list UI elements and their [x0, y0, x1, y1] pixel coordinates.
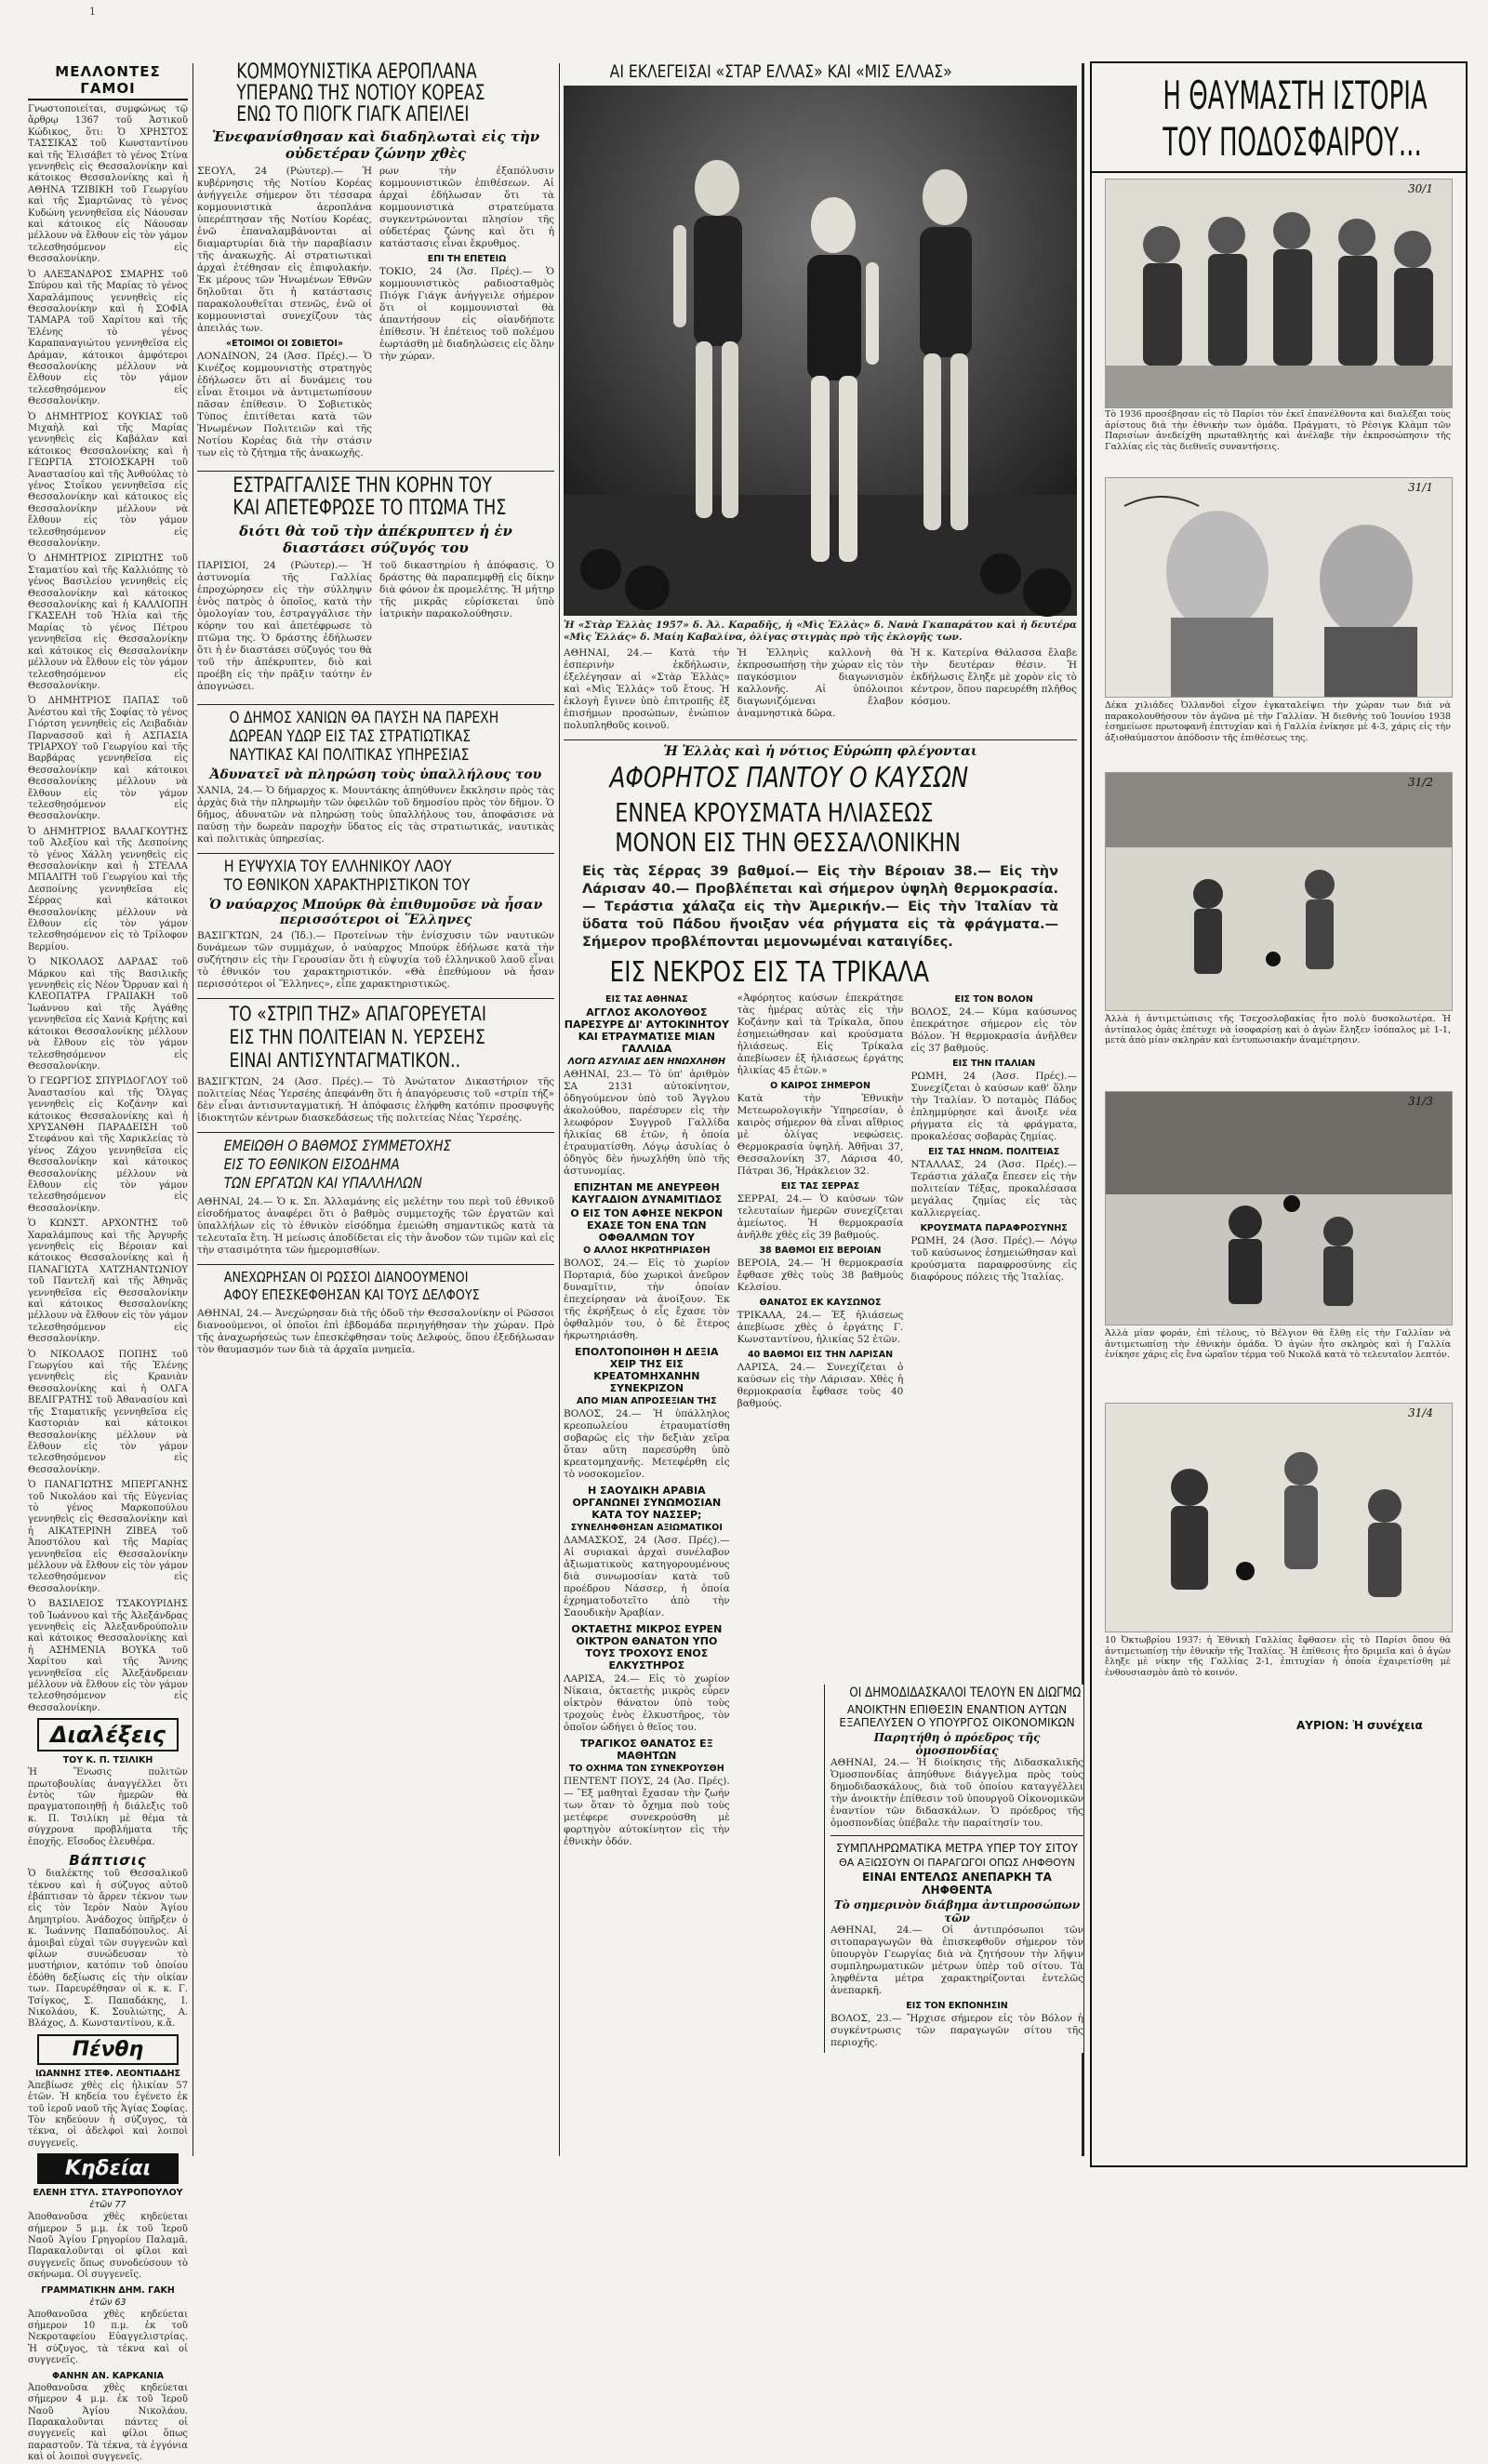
section-label: ΕΙΣ ΤΗΝ ΙΤΑΛΙΑΝ	[952, 1059, 1036, 1069]
comic-panel-drawing	[1106, 1404, 1452, 1632]
funeral-text: Ἀποθανοῦσα χθὲς κηδεύεται σήμερον 10 π.μ. ἐκ τοῦ Νεκροταφείου Εὐαγγελιστρίας. Ἡ σύζυγος, τὰ τέκνα καὶ οἱ συγγενεῖς.	[28, 2309, 188, 2366]
announcement-paragraph: Ὁ ΒΑΣΙΛΕΙΟΣ ΤΣΑΚΟΥΡΙΔΗΣ τοῦ Ἰωάννου καὶ τῆς Ἀλεξάνδρας γεννηθεὶς εἰς Ἀλεξανδρούπολιν καὶ κάτοικος Θεσσαλονίκης καὶ ἡ ΑΣΗΜΕΝΙΑ ΒΟΥΚΑ τοῦ Χαρίτου καὶ τῆς Ἄννης γεννηθεῖσα εἰς Ἀλεξάνδρειαν μέλλουν νὰ ἔλθουν εἰς τὸν γάμον τελεσθησόμενον εἰς Θεσσαλονίκην.	[28, 1599, 188, 1713]
panel-number: 30/1	[1408, 182, 1433, 195]
comic-panel	[1105, 1403, 1453, 1632]
comic-panel-drawing	[1106, 180, 1452, 407]
article-text: ΠΕΝΤΕΝΤ ΠΟΥΣ, 24 (Ἀσ. Πρές).— Ἓξ μαθηταὶ ἔχασαν τὴν ζωήν των ὅταν τὸ ὄχημα ποὺ τοὺς μετέφερε συνεκρούσθη μὲ φορτηγὸν αὐτοκίνητον εἰς τὴν ἐθνικὴν ὁδόν.	[564, 1776, 730, 1847]
article-text: ΛΟΝΔΙΝΟΝ, 24 (Ἀσσ. Πρές).— Ὁ Κινέζος κομμουνιστὴς στρατηγὸς ἐδήλωσεν ὅτι αἱ δυνάμεις του εἶναι ἕτοιμοι νὰ ἀντιμετωπίσουν πᾶσαν ἐπίθεσιν. Ὁ Σοβιετικὸς Τύπος ἐπιτίθεται κατὰ τῶν Ἡνωμένων Πολιτειῶν καὶ τῆς Νοτίου Κορέας διὰ τὴν στάσιν των εἰς τὸ ζήτημα τῆς ἀνακωχῆς.	[197, 351, 372, 459]
article-subhead: Ο ΑΛΛΟΣ ΗΚΡΩΤΗΡΙΑΣΘΗ	[583, 1245, 711, 1256]
article-text: ΠΑΡΙΣΙΟΙ, 24 (Ρώυτερ).— Ἡ ἀστυνομία τῆς Γαλλίας ἐπροχώρησεν εἰς τὴν σύλληψιν ἑνὸς πατρὸς ὁ ὁποῖος, κατὰ τὴν ὁμολογίαν του, ἐστραγγάλισε τὴν κόρην του καὶ ἀπετέφρωσε τὸ πτῶμα της. Ὁ δράστης ἐδήλωσεν ὅτι ἡ ἐν διαστάσει σύζυγός του θὰ τοῦ τὴν ἀπέκρυπτεν, διὸ καὶ προέβη εἰς τὴν πρᾶξιν ταύτην ἐν ἀπογνώσει.	[197, 560, 372, 692]
section-label: 40 ΒΑΘΜΟΙ ΕΙΣ ΤΗΝ ΛΑΡΙΣΑΝ	[747, 1350, 894, 1360]
football-title: Η ΘΑΥΜΑΣΤΗ ΙΣΤΟΡΙΑ ΤΟΥ ΠΟΔΟΣΦΑΙΡΟΥ...	[1162, 73, 1428, 165]
article-text: «Ἀφόρητος καύσων ἐπεκράτησε τὰς ἡμέρας αὐτὰς εἰς τὴν Κοζάνην καὶ τὰ Τρίκαλα, ὅπου ἐσημειώθησαν καὶ κρούσματα ἡλιάσεως. Εἰς Τρίκαλα ἀπεβίωσεν ἐξ ἡλιάσεως ἐργάτης ἡλικίας 45 ἐτῶν.»	[737, 992, 904, 1076]
column-announcements	[28, 63, 188, 2463]
comic-panel-drawing	[1106, 773, 1452, 1010]
headline-teachers: ΟΙ ΔΗΜΟΔΙΔΑΣΚΑΛΟΙ ΤΕΛΟΥΝ ΕΝ ΔΙΩΓΜΩ	[849, 1685, 1082, 1700]
funeral-name: ΓΡΑΜΜΑΤΙΚΗΝ ΔΗΜ. ΓΑΚΗ	[41, 2284, 175, 2296]
article-text: ρων τὴν ἐξαπόλυσιν κομμουνιστικῶν ἐπιθέσεων. Αἱ ἀρχαὶ ἐδήλωσαν ὅτι τὰ κομμουνιστικὰ στρατεύματα συγκεντρώνονται πλησίον τῆς οὐδετέρας ζώνης καὶ ὅτι ἡ κατάστασις εἶναι ἔκρυθμος.	[379, 166, 554, 249]
comic-panel	[1105, 477, 1453, 698]
announcement-paragraph: Γνωστοποιείται, συμφώνως τῷ ἄρθρῳ 1367 τοῦ Ἀστικοῦ Κώδικος, ὅτι: Ὁ ΧΡΗΣΤΟΣ ΤΑΣΣΙΚΑΣ τοῦ Κωνσταντίνου καὶ τῆς Ἐλισάβετ τὸ γένος Στίνα γεννηθεὶς εἰς Θεσσαλονίκην καὶ κάτοικος Θεσσαλονίκης καὶ ἡ ΑΘΗΝΑ ΤΖΙΒΙΚΗ τοῦ Γεωργίου καὶ τῆς Σμαρτῶνας τὸ γένος Κυδώνη γεννηθεῖσα εἰς Νάουσαν καὶ κάτοικος εἰς Νάουσαν μέλλουν νὰ ἔλθουν εἰς τὸν γάμον τελεσθησόμενον εἰς Θεσσαλονίκην.	[28, 104, 188, 265]
mourning-name: ΙΩΑΝΝΗΣ ΣΤΕΦ. ΛΕΟΝΤΙΑΔΗΣ	[34, 2068, 181, 2079]
article-subhead: ΕΠΙ ΤΗ ΕΠΕΤΕΙΩ	[427, 254, 507, 264]
section-label: ΘΑΝΑΤΟΣ ΕΚ ΚΑΥΣΩΝΟΣ	[759, 1298, 882, 1308]
article-text: ΑΘΗΝΑΙ, 24.— Κατὰ τὴν ἐσπερινὴν ἐκδήλωσιν, ἐξελέγησαν αἱ «Στὰρ Ἑλλὰς» καὶ «Μὶς Ἑλλάς» τοῦ ἔτους. Ἡ ἐκλογὴ ἔγινεν ὑπὸ ἐπιτροπῆς ἐξ ἐπισήμων προσώπων, ἐνώπιον πολυπληθοῦς κοινοῦ.	[564, 647, 730, 731]
article-text: ΛΑΡΙΣΑ, 24.— Εἰς τὸ χωρίον Νίκαια, ὀκταετὴς μικρὸς εὗρεν οἰκτρὸν θάνατον ὑπὸ τοὺς τροχοὺς ἑνὸς ἐλκυστῆρος, τὸν ὁποῖον ὡδήγει ὁ θεῖος του.	[564, 1673, 730, 1733]
lectures-text: Ἡ Ἕνωσις πολιτῶν πρωτοβουλίας ἀναγγέλλει ὅτι ἐντὸς τῶν ἡμερῶν θὰ πραγματοποιηθῇ ἡ διάλεξις τοῦ κ. Π. Τσιλίκη μὲ θέμα τὰ σύγχρονα προβλήματα τῆς ἐποχῆς. Εἴσοδος ἐλευθέρα.	[28, 1767, 188, 1847]
column-news-middle	[564, 61, 1083, 2164]
section-title-funerals: Κηδείαι	[37, 2153, 179, 2184]
headline-grain-2: ΘΑ ΑΞΙΩΣΟΥΝ ΟΙ ΠΑΡΑΓΩΓΟΙ ΟΠΩΣ ΛΗΦΘΟΥΝ	[839, 1857, 1075, 1869]
announcement-paragraph: Ὁ ΔΗΜΗΤΡΙΟΣ ΚΟΥΚΙΑΣ τοῦ Μιχαὴλ καὶ τῆς Μαρίας γεννηθεὶς εἰς Καβάλαν καὶ κάτοικος Θεσσαλονίκης καὶ ἡ ΓΕΩΡΓΙΑ ΣΤΟΙΟΣΚΑΡΗ τοῦ Ἀναστασίου καὶ τῆς Ἀνθούλας τὸ γένος Στοΐκου γεννηθεῖσα εἰς Θεσσαλονίκην καὶ κάτοικος εἰς Θεσσαλονίκην μέλλουν νὰ ἔλθουν εἰς τὸν γάμον τελεσθησόμενον εἰς Θεσσαλονίκην.	[28, 411, 188, 550]
article-subhead: Τὸ σημερινὸν διάβημα ἀντιπροσώπων τῶν	[833, 1898, 1081, 1925]
headline-heatwave: ΑΦΟΡΗΤΟΣ ΠΑΝΤΟΥ Ο ΚΑΥΣΩΝ	[609, 762, 969, 794]
article-text: ΒΟΛΟΣ, 24.— Εἰς τὸ χωρίον Πορταριά, δύο χωρικοὶ ἀνεῦρον δυναμῖτιν, τὴν ὁποίαν ἐπεχείρησαν νὰ ἀνοίξουν. Ἐκ τῆς ἐκρήξεως ὁ εἷς ἔχασε τὸν ὀφθαλμόν του, ὁ δὲ ἕτερος ἠκρωτηριάσθη.	[564, 1258, 730, 1341]
pageant-photo-image	[564, 86, 1077, 616]
article-subhead: ΑΠΟ ΜΙΑΝ ΑΠΡΟΣΕΞΙΑΝ ΤΗΣ	[576, 1396, 717, 1406]
article-subhead: «ΕΤΟΙΜΟΙ ΟΙ ΣΟΒΙΕΤΟΙ»	[225, 339, 344, 349]
heatwave-kicker: Ἡ Ἑλλὰς καὶ ἡ νότιος Εὐρώπη φλέγονται	[663, 744, 977, 759]
headline-trikala: ΕΙΣ ΝΕΚΡΟΣ ΕΙΣ ΤΑ ΤΡΙΚΑΛΑ	[609, 956, 930, 989]
subheadline-strangled: διότι θὰ τοῦ τὴν ἀπέκρυπτεν ἡ ἐν διαστάσει σύζυγός του	[239, 523, 512, 556]
funeral-name: ΦΑΝΗΝ ΑΝ. ΚΑΡΚΑΝΙΑ	[51, 2370, 165, 2381]
article-text: ΑΘΗΝΑΙ, 24.— Ἀνεχώρησαν διὰ τῆς ὁδοῦ τὴν Θεσσαλονίκην οἱ Ρῶσσοι διανοούμενοι, οἱ ὁποῖοι ἐπὶ ἑβδομάδα περιηγήθησαν τὴν χώραν. Πρὸ τῆς ἀναχωρήσεώς των ἐπεσκέφθησαν τοὺς Δελφούς, ὅπου ἐξεδήλωσαν τὸν θαυμασμόν των διὰ τὰ ἀρχαῖα μνημεῖα.	[197, 1308, 554, 1355]
panel-caption: 10 Ὀκτωβρίου 1937: ἡ Ἐθνικὴ Γαλλίας ἔφθασεν εἰς τὸ Παρίσι ὅπου θὰ ἀντιμετωπίσῃ τὴν ἐθνικὴν τῆς Ἰταλίας. Ἡ ἐπίθεσις ἦτο δριμεῖα καὶ ὁ ἀγὼν ἔληξε μὲ νίκην τῆς Γαλλίας 2-1, ἐπιτυχίαν ἡ ὁποία ἐχαιρετίσθη μὲ ἐνθουσιασμὸν ἀπὸ τὸ κοινόν.	[1105, 1635, 1451, 1678]
baptism-title: Βάπτισις	[69, 1852, 147, 1870]
article-text: ΤΟΚΙΟ, 24 (Ἀσ. Πρές).— Ὁ κομμουνιστικὸς ραδιοσταθμὸς Πιόγκ Γιάγκ ἀνήγγειλε σήμερον ὅτι οἱ κομμουνισταὶ θὰ ἀπαντήσουν εἰς οἱανδήποτε ἐπίθεσιν. Ἡ ἐπέτειος τοῦ πολέμου ἐωρτάσθη μὲ διαδηλώσεις εἰς ὅλην τὴν χώραν.	[379, 266, 554, 362]
section-title-mourning: Πένθη	[37, 2034, 179, 2065]
announcement-paragraph: Ὁ ΠΑΝΑΓΙΩΤΗΣ ΜΠΕΡΓΑΝΗΣ τοῦ Νικολάου καὶ τῆς Εὐγενίας τὸ γένος Μαρκοπούλου γεννηθεὶς εἰς Θεσσαλονίκην καὶ ἡ ΑΙΚΑΤΕΡΙΝΗ ΖΙΒΕΑ τοῦ Ἀποστόλου καὶ τῆς Μαρίας γεννηθεῖσα εἰς Θεσσαλονίκην μέλλουν νὰ ἔλθουν εἰς τὸν γάμον τελεσθησόμενον εἰς Θεσσαλονίκην.	[28, 1480, 188, 1594]
headline-strangled: ΕΣΤΡΑΓΓΑΛΙΣΕ ΤΗΝ ΚΟΡΗΝ ΤΟΥ ΚΑΙ ΑΠΕΤΕΦΡΩΣΕ ΤΟ ΠΤΩΜΑ ΤΗΣ	[232, 474, 507, 520]
subheadline-greek-bravery: Ὁ ναύαρχος Μπούρκ θὰ ἐπιθυμοῦσε νὰ ἦσαν περισσότεροι οἱ Ἕλληνες	[208, 898, 543, 927]
article-headline: ΤΡΑΓΙΚΟΣ ΘΑΝΑΤΟΣ ΕΞ ΜΑΘΗΤΩΝ	[580, 1738, 713, 1762]
comic-panel-drawing	[1106, 478, 1452, 697]
article-subhead: ΣΥΝΕΛΗΦΘΗΣΑΝ ΑΞΙΩΜΑΤΙΚΟΙ	[570, 1523, 723, 1533]
continued-tomorrow: ΑΥΡΙΟΝ: Ἡ συνέχεια	[1296, 1719, 1423, 1732]
article-text: ΡΩΜΗ, 24 (Ἀσσ. Πρές).— Συνεχίζεται ὁ καύσων καθ' ὅλην τὴν Ἰταλίαν. Ὁ ποταμὸς Πάδος ἐπλημμύρησε καὶ ἄνοιξε νέα ρήγματα εἰς τὰ φράγματα, προκαλέσας σοβαρὰς ζημίας.	[910, 1071, 1078, 1142]
headline-striptease: ΤΟ «ΣΤΡΙΠ ΤΗΖ» ΑΠΑΓΟΡΕΥΕΤΑΙ ΕΙΣ ΤΗΝ ΠΟΛΙΤΕΙΑΝ Ν. ΥΕΡΣΕΗΣ ΕΙΝΑΙ ΑΝΤΙΣΥΝΤΑΓΜΑΤΙΚΟΝ..	[229, 1003, 486, 1072]
article-text: ΒΟΛΟΣ, 23.— Ἤρχισε σήμερον εἰς τὸν Βόλον ἡ συγκέντρωσις τῶν παραγωγῶν σίτου τῆς περιοχῆς.	[830, 2013, 1083, 2048]
article-text: τοῦ δικαστηρίου ἡ ἀπόφασις. Ὁ δράστης θὰ παραπεμφθῇ εἰς δίκην διὰ φόνον ἐκ προμελέτης. Ἡ μήτηρ τῆς μικρᾶς εὑρίσκεται ὑπὸ ἰατρικὴν παρακολούθησιν.	[379, 560, 554, 619]
pageant-photo-caption: Ἡ «Στὰρ Ἑλλὰς 1957» δ. Ἀλ. Καραδῆς, ἡ «Μὶς Ἑλλὰς» δ. Νανὰ Γκαπαράτου καὶ ἡ δευτέρα «Μὶς Ἑλλάς» δ. Μαίη Καβαλίνα, ὀλίγας στιγμὰς πρὸ τῆς ἐκλογῆς των.	[564, 619, 1077, 643]
article-text: ΒΕΡΟΙΑ, 24.— Ἡ θερμοκρασία ἔφθασε χθὲς τοὺς 38 βαθμοὺς Κελσίου.	[737, 1258, 904, 1293]
headline-greek-bravery: Η ΕΥΨΥΧΙΑ ΤΟΥ ΕΛΛΗΝΙΚΟΥ ΛΑΟΥ ΤΟ ΕΘΝΙΚΟΝ ΧΑΡΑΚΤΗΡΙΣΤΙΚΟΝ ΤΟΥ	[223, 858, 471, 895]
announcement-paragraph: Ὁ ΔΗΜΗΤΡΙΟΣ ΖΙΡΙΩΤΗΣ τοῦ Σταματίου καὶ τῆς Καλλιόπης τὸ γένος Βασιλείου γεννηθεὶς εἰς Θεσσαλονίκην καὶ κάτοικος Θεσσαλονίκης καὶ ἡ ΚΑΛΛΙΟΠΗ ΓΚΑΣΕΛΗ τοῦ Ἠλία καὶ τῆς Μαρίας τὸ γένος Πέτρου γεννηθεῖσα εἰς Θεσσαλονίκην καὶ κάτοικος εἰς Θεσσαλονίκην μέλλουν νὰ ἔλθουν εἰς τὸν γάμον τελεσθησόμενον εἰς Θεσσαλονίκην.	[28, 553, 188, 691]
article-text: ΧΑΝΙΑ, 24.— Ὁ δήμαρχος κ. Μουντάκης ἀπηύθυνεν ἔκκλησιν πρὸς τὰς ἀρχὰς διὰ τὴν πληρωμὴν τῶν ὀφειλῶν τοῦ δημοσίου πρὸς τὸν δῆμον. Ὁ δῆμος, ἀδυνατῶν νὰ πληρώσῃ τοὺς ὑπαλλήλους του, ἀποφάσισε νὰ παύσῃ τὴν δωρεὰν παροχὴν ὕδατος εἰς τὰς στρατιωτικάς, ναυτικὰς καὶ πολιτικὰς ὑπηρεσίας.	[197, 785, 554, 845]
headline-national-income: ΕΜΕΙΩΘΗ Ο ΒΑΘΜΟΣ ΣΥΜΜΕΤΟΧΗΣ ΕΙΣ ΤΟ ΕΘΝΙΚΟΝ ΕΙΣΟΔΗΜΑ ΤΩΝ ΕΡΓΑΤΩΝ ΚΑΙ ΥΠΑΛΛΗΛΩΝ	[223, 1137, 452, 1192]
section-label: ΕΙΣ ΤΑΣ ΗΝΩΜ. ΠΟΛΙΤΕΙΑΣ	[928, 1147, 1060, 1157]
headline-grain-3: ΕΙΝΑΙ ΕΝΤΕΛΩΣ ΑΝΕΠΑΡΚΗ ΤΑ ΛΗΦΘΕΝΤΑ	[862, 1871, 1052, 1897]
pageant-photo	[564, 86, 1077, 616]
panel-number: 31/4	[1408, 1406, 1433, 1419]
article-headline: ΕΠΟΛΤΟΠΟΙΗΘΗ Η ΔΕΞΙΑ ΧΕΙΡ ΤΗΣ ΕΙΣ ΚΡΕΑΤΟΜΗΧΑΝΗΝ ΣΥΝΕΚΡΙΖΟΝ	[575, 1346, 719, 1394]
section-label: ΕΙΣ ΤΑΣ ΣΕΡΡΑΣ	[780, 1181, 860, 1192]
announcement-paragraph: Ὁ ΝΙΚΟΛΑΟΣ ΠΟΠΗΣ τοῦ Γεωργίου καὶ τῆς Ἑλένης γεννηθεὶς εἰς Κρανιὰν Θεσσαλονίκης καὶ ἡ ΟΛΓΑ ΒΕΛΙΓΡΑΤΗΣ τοῦ Ἀθανασίου καὶ τῆς Σταματικῆς γεννηθεῖσα εἰς Καστοριὰν καὶ κάτοικοι Θεσσαλονίκης μέλλουν νὰ ἔλθουν εἰς τὸν γάμον τελεσθησόμενον εἰς Θεσσαλονίκην.	[28, 1349, 188, 1475]
panel-number: 31/3	[1408, 1095, 1433, 1108]
funeral-name: ΕΛΕΝΗ ΣΤΥΛ. ΣΤΑΥΡΟΠΟΥΛΟΥ	[33, 2188, 183, 2199]
article-text: ΑΘΗΝΑΙ, 24.— Οἱ ἀντιπρόσωποι τῶν σιτοπαραγωγῶν θὰ ἐπισκεφθοῦν σήμερον τὸν ὑπουργὸν Γεωργίας διὰ νὰ ζητήσουν τὴν λῆψιν συμπληρωματικῶν μέτρων ὑπὲρ τοῦ σίτου. Τὰ ληφθέντα μέτρα χαρακτηρίζονται ἐντελῶς ἀνεπαρκῆ.	[830, 1925, 1083, 1996]
announcement-paragraph: Ὁ ΔΗΜΗΤΡΙΟΣ ΒΑΛΑΓΚΟΥΤΗΣ τοῦ Ἀλεξίου καὶ τῆς Δεσποίνης τὸ γένος Χάλλη γεννηθεὶς εἰς Θεσσαλονίκην καὶ ἡ ΣΤΕΛΛΑ ΜΠΑΛΙΤΗ τοῦ Γεωργίου καὶ τῆς Δεσποίνης γεννηθεῖσα εἰς Σέρρας καὶ κάτοικοι Θεσσαλονίκης μέλλουν νὰ ἔλθουν εἰς τὸν γάμον τελεσθησόμενον εἰς τὸ Τρίλοφον Βερμίου.	[28, 826, 188, 952]
article-text: ΣΕΡΡΑΙ, 24.— Ὁ καύσων τῶν τελευταίων ἡμερῶν συνεχίζεται ἀμείωτος. Ἡ θερμοκρασία ἀνῆλθε χθὲς εἰς 39 βαθμούς.	[737, 1193, 904, 1241]
announcement-paragraph: Ὁ ΚΩΝΣΤ. ΑΡΧΟΝΤΗΣ τοῦ Χαραλάμπους καὶ τῆς Ἀργυρῆς γεννηθεὶς εἰς Βέροιαν καὶ κάτοικος Θεσσαλονίκης καὶ ἡ ΠΑΝΑΓΙΩΤΑ ΧΑΤΖΗΑΝΤΩΝΙΟΥ τοῦ Παντελῆ καὶ τῆς Ἀθηνᾶς γεννηθεῖσα εἰς Θεσσαλονίκην καὶ κάτοικος Θεσσαλονίκης μέλλουν νὰ ἔλθουν εἰς τὸν γάμον τελεσθησόμενον εἰς Θεσσαλονίκην.	[28, 1219, 188, 1345]
announcement-paragraph: Ὁ ΓΕΩΡΓΙΟΣ ΣΠΥΡΙΔΟΓΛΟΥ τοῦ Ἀναστασίου καὶ τῆς Ὄλγας γεννηθεὶς εἰς Κοζάνην καὶ κάτοικος Θεσσαλονίκης καὶ ἡ ΧΡΥΣΑΝΘΗ ΠΑΡΑΔΕΙΣΗ τοῦ Στεφάνου καὶ τῆς Χαρικλείας τὸ γένος Ζάχου γεννηθεῖσα εἰς Θεσσαλονίκην καὶ κάτοικος Θεσσαλονίκης μέλλουν νὰ ἔλθουν εἰς τὸν γάμον τελεσθησόμενον εἰς Θεσσαλονίκην.	[28, 1076, 188, 1214]
article-subhead: ΛΟΓΩ ΑΣΥΛΙΑΣ ΔΕΝ ΗΝΩΧΛΗΘΗ	[567, 1057, 726, 1067]
article-text: ΛΑΡΙΣΑ, 24.— Συνεχίζεται ὁ καύσων εἰς τὴν Λάρισαν. Χθὲς ἡ θερμοκρασία ἔφθασε τοὺς 40 βαθμούς.	[737, 1362, 904, 1409]
article-text: ΔΑΜΑΣΚΟΣ, 24 (Ἀσσ. Πρές).— Αἱ συριακαὶ ἀρχαὶ συνέλαβον ἀξιωματικοὺς κατηγορουμένους διὰ συνωμοσίαν κατὰ τοῦ προέδρου Νάσσερ, ἡ ὁποία ἐχρηματοδοτεῖτο ἀπὸ τὴν Σαουδικὴν Ἀραβίαν.	[564, 1535, 730, 1618]
article-subhead: ΤΟ ΟΧΗΜΑ ΤΩΝ ΣΥΝΕΚΡΟΥΣΘΗ	[568, 1764, 724, 1774]
funeral-text: Ἀποθανοῦσα χθὲς κηδεύεται σήμερον 4 μ.μ. ἐκ τοῦ Ἱεροῦ Ναοῦ Ἁγίου Νικολάου. Παρακαλοῦνται πάντες οἱ συγγενεῖς καὶ φίλοι ὅπως παραστοῦν. Τὰ τέκνα, τὰ ἐγγόνια καὶ οἱ λοιποὶ συγγενεῖς.	[28, 2382, 188, 2463]
section-label: ΚΡΟΥΣΜΑΤΑ ΠΑΡΑΦΡΟΣΥΝΗΣ	[920, 1223, 1068, 1233]
lectures-subtitle: ΤΟΥ Κ. Π. ΤΣΙΛΙΚΗ	[62, 1755, 153, 1766]
headline-korea: ΚΟΜΜΟΥΝΙΣΤΙΚΑ ΑΕΡΟΠΛΑΝΑ ΥΠΕΡΑΝΩ ΤΗΣ ΝΟΤΙΟΥ ΚΟΡΕΑΣ ΕΝΩ ΤΟ ΠΙΟΓΚ ΓΙΑΓΚ ΑΠΕΙΛΕΙ	[236, 60, 485, 127]
announcement-paragraph: Ὁ ΝΙΚΟΛΑΟΣ ΔΑΡΔΑΣ τοῦ Μάρκου καὶ τῆς Βασιλικῆς γεννηθεὶς εἰς Νέον Ὄρρυαν καὶ ἡ ΚΛΕΟΠΑΤΡΑ ΓΡΑΙΙΑΚΗ τοῦ Ἰωάννου καὶ τῆς Ἀγάθης γεννηθεῖσα εἰς Χανιὰ Κρήτης καὶ κάτοικοι Θεσσαλονίκης μέλλουν νὰ ἔλθουν εἰς τὸν γάμον τελεσθησόμενον εἰς Θεσσαλονίκην.	[28, 957, 188, 1072]
section-label: ΕΙΣ ΤΟΝ ΕΚΠΟΝΗΣΙΝ	[906, 2001, 1008, 2011]
article-text: ΒΑΣΙΓΚΤΩΝ, 24 (Ἰδ.).— Προτείνων τὴν ἐνίσχυσιν τῶν ναυτικῶν δυνάμεων τῶν συμμάχων, ὁ ναύαρχος Μπούρκ ἐδήλωσε κατὰ τὴν συζήτησιν εἰς τὴν Γερουσίαν ὅτι ἡ εὐψυχία τοῦ ἑλληνικοῦ λαοῦ εἶναι τὸ ἐθνικόν του χαρακτηριστικόν. «Θὰ ἐπεθύμουν νὰ ἦσαν περισσότεροι οἱ Ἕλληνες», εἶπε χαρακτηριστικῶς.	[197, 930, 554, 990]
panel-caption: Δέκα χιλιάδες Ὀλλανδοὶ εἶχον ἐγκαταλείψει τὴν χώραν των διὰ νὰ παρακολουθήσουν τὸν ἀγῶνα μὲ τὴν Γαλλίαν. Ἡ διεθνὴς τοῦ Ἰουνίου 1938 ἐσημείωσε πρωτοφανῆ ἐπιτυχίαν καὶ ἡ Γαλλία ἐνίκησε μὲ 4-3, χάρις εἰς τὴν ἀξιοθαύμαστον ἀπόδοσιν τῆς ἐπιθέσεως της.	[1105, 700, 1451, 743]
article-headline: Η ΣΑΟΥΔΙΚΗ ΑΡΑΒΙΑ ΟΡΓΑΝΩΝΕΙ ΣΥΝΩΜΟΣΙΑΝ ΚΑΤΑ ΤΟΥ ΝΑΣΣΕΡ;	[572, 1485, 722, 1521]
mourning-text: Ἀπεβίωσε χθὲς εἰς ἡλικίαν 57 ἐτῶν. Ἡ κηδεία του ἐγένετο ἐκ τοῦ ἱεροῦ ναοῦ τῆς Ἁγίας Σοφίας. Τὸν κηδεύουν ἡ σύζυγος, τὰ τέκνα, οἱ ἀδελφοὶ καὶ λοιποὶ συγγενεῖς.	[28, 2080, 188, 2149]
headline-pageant: ΑΙ ΕΚΛΕΓΕΙΣΑΙ «ΣΤΑΡ ΕΛΛΑΣ» ΚΑΙ «ΜΙΣ ΕΛΛΑΣ»	[609, 61, 952, 82]
article-text: ΣΕΟΥΛ, 24 (Ρώυτερ).— Ἡ κυβέρνησις τῆς Νοτίου Κορέας ἀνήγγειλε σήμερον ὅτι τέσσαρα κομμουνιστικὰ ἀεροπλάνα ὑπερέπτησαν τῆς Νοτίου Κορέας, ἐνῶ ἐπαναλαμβάνονται αἱ διαμαρτυρίαι διὰ τὴν παραβίασιν τῆς ἀνακωχῆς. Αἱ στρατιωτικαὶ ἀρχαὶ ἐτέθησαν εἰς ἐπιφυλακήν. Ἐκ μέρους τῶν Ἡνωμένων Ἐθνῶν δηλοῦται ὅτι ἡ κατάστασις παρακολουθεῖται στενῶς, ἐνῶ οἱ κομμουνισταὶ συνεχίζουν τὰς ἀπειλάς των.	[197, 166, 372, 334]
article-headline: ΕΠΙΖΗΤΑΝ ΜΕ ΑΝΕΥΡΕΘΗ ΚΑΥΓΑΔΙΟΝ ΔΥΝΑΜΙΤΙΔΟΣ	[571, 1181, 723, 1205]
article-text: ΤΡΙΚΑΛΑ, 24.— Ἐξ ἡλιάσεως ἀπεβίωσε χθὲς ὁ ἐργάτης Γ. Κωνσταντίνου, ἡλικίας 52 ἐτῶν.	[737, 1310, 904, 1345]
section-title-weddings: ΜΕΛΛΟΝΤΕΣ ΓΑΜΟΙ	[28, 63, 188, 100]
announcement-paragraph: Ὁ ΑΛΕΞΑΝΔΡΟΣ ΣΜΑΡΗΣ τοῦ Σπύρου καὶ τῆς Μαρίας τὸ γένος Χαραλάμπους γεννηθεὶς εἰς Θεσσαλονίκην καὶ ἡ ΣΟΦΙΑ ΤΑΜΑΡΑ τοῦ Χαρίτου καὶ τῆς Ἐλένης τὸ γένος Καραπαναγιώτου γεννηθεῖσα εἰς Δράμαν, κάτοικοι ἀμφότεροι Θεσσαλονίκης μέλλουν νὰ ἔλθουν εἰς τὸν γάμον τελεσθησόμενον εἰς Θεσσαλονίκην.	[28, 269, 188, 407]
article-text: ΑΘΗΝΑΙ, 24.— Ὁ κ. Σπ. Ἀλλαμάνης εἰς μελέτην του περὶ τοῦ ἐθνικοῦ εἰσοδήματος ἀναφέρει ὅτι ὁ βαθμὸς συμμετοχῆς τῶν ἐργατῶν καὶ ὑπαλλήλων εἰς τὸ ἐθνικὸν εἰσόδημα ἐμειώθη σημαντικῶς κατὰ τὰ τελευταῖα ἔτη. Ἡ μείωσις ἀποδίδεται εἰς τὴν ἄνοδον τῶν τιμῶν καὶ εἰς τὴν στασιμότητα τῶν ἡμερομισθίων.	[197, 1196, 554, 1256]
subheadline-korea: Ἐνεφανίσθησαν καὶ διαδηλωταὶ εἰς τὴν οὐδετέραν ζώνην χθὲς	[211, 128, 540, 162]
article-headline: ΑΝΟΙΚΤΗΝ ΕΠΙΘΕΣΙΝ ΕΝΑΝΤΙΟΝ ΑΥΤΩΝ ΕΞΑΠΕΛΥΣΕΝ Ο ΥΠΟΥΡΓΟΣ ΟΙΚΟΝΟΜΙΚΩΝ	[839, 1703, 1075, 1729]
page-mark: 1	[89, 6, 96, 18]
article-text: ΒΟΛΟΣ, 24.— Κύμα καύσωνος ἐπεκράτησε σήμερον εἰς τὸν Βόλον. Ἡ θερμοκρασία ἀνῆλθεν εἰς 37 βαθμούς.	[910, 1006, 1078, 1054]
article-text: ΝΤΑΛΛΑΣ, 24 (Ἀσσ. Πρές).— Τεράστια χάλαζα ἔπεσεν εἰς τὴν πολιτείαν Τέξας, προκαλέσασα μεγάλας ζημίας εἰς τὰς καλλιεργείας.	[910, 1159, 1078, 1219]
comic-panel	[1105, 1091, 1453, 1325]
column-football-history	[1090, 61, 1468, 2167]
column-rule	[559, 63, 560, 2156]
panel-number: 31/1	[1408, 481, 1433, 494]
article-text: Ἡ κ. Κατερίνα Θάλασσα ἔλαβε τὴν δευτέραν θέσιν. Ἡ ἐκδήλωσις ἔληξε μὲ χορὸν εἰς τὸ κέντρον, ὅπου παρευρέθη πλῆθος κόσμου.	[910, 647, 1078, 707]
headline-grain: ΣΥΜΠΛΗΡΩΜΑΤΙΚΑ ΜΕΤΡΑ ΥΠΕΡ ΤΟΥ ΣΙΤΟΥ	[836, 1842, 1078, 1855]
heatwave-lead: Εἰς τὰς Σέρρας 39 βαθμοί.— Εἰς τὴν Βέροιαν 38.— Εἰς τὴν Λάρισαν 40.— Προβλέπεται καὶ σήμερον ὑψηλὴ θερμοκρασία.— Τεράστια χάλαζα εἰς τὴν Ἀμερικήν.— Εἰς τὴν Ἰταλίαν τὰ ὕδατα τοῦ Πάδου ἤνοιξαν νέα ρήγματα εἰς τὰ φράγματα.— Σήμερον προβλέπονται μεμονωμέναι καταιγίδες.	[582, 864, 1058, 950]
article-headline: ΑΓΓΛΟΣ ΑΚΟΛΟΥΘΟΣ ΠΑΡΕΣΥΡΕ ΔΙ' ΑΥΤΟΚΙΝΗΤΟΥ ΚΑΙ ΕΤΡΑΥΜΑΤΙΣΕ ΜΙΑΝ ΓΑΛΛΙΔΑ	[564, 1006, 729, 1055]
comic-panel	[1105, 179, 1453, 408]
panel-caption: Ἀλλὰ ἡ ἀντιμετώπισις τῆς Τσεχοσλοβακίας ἦτο πολὺ δυσκολωτέρα. Ἡ ἀντίπαλος ὁμὰς ἐπέτυχε νὰ ἰσοφαρίσῃ καὶ ὁ ἀγὼν ἔληξεν ἰσόπαλος μὲ 1-1, μετὰ ἀπὸ μίαν σκληρὰν καὶ ἐντυπωσιακὴν ἀναμέτρησιν.	[1105, 1014, 1451, 1046]
funeral-age: ἐτῶν 63	[89, 2297, 126, 2308]
headline-chania: Ο ΔΗΜΟΣ ΧΑΝΙΩΝ ΘΑ ΠΑΥΣΗ ΝΑ ΠΑΡΕΧΗ ΔΩΡΕΑΝ ΥΔΩΡ ΕΙΣ ΤΑΣ ΣΤΡΑΤΙΩΤΙΚΑΣ ΝΑΥΤΙΚΑΣ ΚΑΙ ΠΟΛΙΤΙΚΑΣ ΥΠΗΡΕΣΙΑΣ	[229, 709, 499, 765]
section-label: 38 ΒΑΘΜΟΙ ΕΙΣ ΒΕΡΟΙΑΝ	[759, 1245, 882, 1256]
comic-panel	[1105, 772, 1453, 1011]
baptism-text: Ὁ διαλέκτης τοῦ Θεσσαλικοῦ τέκνου καὶ ἡ σύζυγος αὐτοῦ ἐβάπτισαν τὸ ἄρρεν τέκνον των εἰς τὸν Ἱερὸν Ναὸν Ἁγίου Δημητρίου. Ἀνάδοχος ὑπῆρξεν ὁ κ. Ἰωάννης Παπαδόπουλος. Αἱ ἀμοιβαὶ εὐχαὶ τῶν συγγενῶν καὶ φίλων συνώδευσαν τὸ μυστήριον, κατόπιν τοῦ ὁποίου ἐδόθη δεξίωσις εἰς τὴν οἰκίαν των. Παρευρέθησαν οἱ κ. κ. Γ. Τσίγκος, Σ. Παπαδάκης, Ι. Νικολάου, Κ. Σουλιώτης, Α. Βλάχος, Δ. Κωνσταντίνου, κ.ἄ.	[28, 1869, 188, 2030]
article-headline: Ο ΕΙΣ ΤΟΝ ΑΦΗΣΕ ΝΕΚΡΟΝ ΕΧΑΣΕ ΤΟΝ ΕΝΑ ΤΩΝ ΟΦΘΑΛΜΩΝ ΤΟΥ	[570, 1207, 724, 1244]
section-label: ΕΙΣ ΤΑΣ ΑΘΗΝΑΣ	[605, 994, 688, 1005]
article-text: ΑΘΗΝΑΙ, 23.— Τὸ ὑπ' ἀριθμὸν ΣΑ 2131 αὐτοκίνητον, ὁδηγούμενον ὑπὸ τοῦ Ἄγγλου ἀκολούθου, παρέσυρεν εἰς τὴν λεωφόρον Συγγροῦ Γαλλίδα ἡλικίας 68 ἐτῶν, ἡ ὁποία ἐτραυματίσθη. Λόγῳ ἀσυλίας ὁ ὁδηγὸς δὲν ἠνωχλήθη ὑπὸ τῆς ἀστυνομίας.	[564, 1069, 730, 1177]
headline-sunstroke: ΕΝΝΕΑ ΚΡΟΥΣΜΑΤΑ ΗΛΙΑΣΕΩΣ ΜΟΝΟΝ ΕΙΣ ΤΗΝ ΘΕΣΣΑΛΟΝΙΚΗΝ	[615, 797, 961, 858]
panel-caption: Τὸ 1936 προσέβησαν εἰς τὸ Παρίσι τὸν ἐκεῖ ἐπανέλθοντα καὶ διαλέξαι τοὺς ἀρίστους διὰ τὴν ἐθνικήν των ὁμάδα. Πράγματι, τὸ Ρέσιγκ Κλὰμπ τῶν Παρισίων ἀνεδείχθη πρωταθλητής καὶ ἀνέλαβε τὴν ἐκπροσώπησιν τῆς Γαλλίας εἰς τὰς διεθνεῖς συναντήσεις.	[1105, 409, 1451, 452]
section-title-lectures: Διαλέξεις	[37, 1718, 179, 1751]
section-label: ΕΙΣ ΤΟΝ ΒΟΛΟΝ	[954, 994, 1033, 1005]
article-text: ΡΩΜΗ, 24 (Ἀσσ. Πρές).— Λόγῳ τοῦ καύσωνος ἐσημειώθησαν καὶ κρούσματα παραφροσύνης εἰς διαφόρους πόλεις τῆς Ἰταλίας.	[910, 1235, 1078, 1283]
panel-caption: Ἀλλὰ μίαν φοράν, ἐπὶ τέλους, τὸ Βέλγιον θὰ ἔλθῃ εἰς τὴν Γαλλίαν νὰ ἀντιμετωπίσῃ τὴν ἐθνικὴν ὁμάδα. Ὁ ἀγὼν ἦτο σκληρὸς καὶ ἡ Γαλλία ἐνίκησε χάρις εἰς ἕνα ὡραῖον τέρμα τοῦ Νικολᾶ κατὰ τὸ τελευταῖον λεπτόν.	[1105, 1328, 1451, 1360]
headline-russians: ΑΝΕΧΩΡΗΣΑΝ ΟΙ ΡΩΣΣΟΙ ΔΙΑΝΟΟΥΜΕΝΟΙ ΑΦΟΥ ΕΠΕΣΚΕΦΘΗΣΑΝ ΚΑΙ ΤΟΥΣ ΔΕΛΦΟΥΣ	[223, 1269, 480, 1303]
section-label: Ο ΚΑΙΡΟΣ ΣΗΜΕΡΟΝ	[770, 1081, 870, 1091]
article-text: Κατὰ τὴν Ἐθνικὴν Μετεωρολογικὴν Ὑπηρεσίαν, ὁ καιρὸς σήμερον θὰ εἶναι αἴθριος μὲ ὀλίγας νεφώσεις. Θερμοκρασία ὑψηλή. Ἀθῆναι 37, Θεσσαλονίκη 37, Λάρισα 40, Πάτραι 36, Ἡράκλειον 32.	[737, 1093, 904, 1177]
panel-number: 31/2	[1408, 776, 1433, 789]
column-news-left	[197, 61, 554, 2164]
comic-panel-drawing	[1106, 1092, 1452, 1325]
subheadline-chania: Ἀδυνατεῖ νὰ πληρώση τοὺς ὑπαλλήλους του	[209, 767, 542, 782]
article-text: Ἡ Ἑλληνὶς καλλονὴ θὰ ἐκπροσωπήσῃ τὴν χώραν εἰς τὸν παγκόσμιον διαγωνισμὸν καλλονῆς. Αἱ ὑπόλοιποι διαγωνιζόμεναι ἔλαβον ἀναμνηστικὰ δῶρα.	[737, 647, 904, 719]
announcement-paragraph: Ὁ ΔΗΜΗΤΡΙΟΣ ΠΑΠΑΣ τοῦ Ἀνέστου καὶ τῆς Σοφίας τὸ γένος Γιόρτση γεννηθεὶς εἰς Λειβαδιὰν Παρνασσοῦ καὶ ἡ ΑΣΠΑΣΙΑ ΤΡΙΑΡΧΟΥ τοῦ Γεωργίου καὶ τῆς Βαρβάρας γεννηθεῖσα εἰς Θεσσαλονίκην καὶ κάτοικοι Θεσσαλονίκης μέλλουν νὰ ἔλθουν εἰς τὸν γάμον τελεσθησόμενον εἰς Θεσσαλονίκην.	[28, 696, 188, 822]
article-subhead: Παρητήθη ὁ πρόεδρος τῆς ὁμοσπονδίας	[873, 1731, 1041, 1757]
article-text: ΒΑΣΙΓΚΤΩΝ, 24 (Ἀσσ. Πρές).— Τὸ Ἀνώτατον Δικαστήριον τῆς πολιτείας Νέας Ὑερσέης ἀπεφάνθη ὅτι ἡ ἀπαγόρευσις τοῦ «στρίπ τήζ» δὲν εἶναι ἀντισυνταγματική. Ἡ ἀπόφασις ἐλήφθη κατόπιν προσφυγῆς ἰδιοκτητῶν κέντρων διασκεδάσεως τῆς πολιτείας Νέας Ὑερσέης.	[197, 1076, 554, 1124]
article-text: ΒΟΛΟΣ, 24.— Ἡ ὑπάλληλος κρεοπωλείου ἐτραυματίσθη σοβαρῶς εἰς τὴν δεξιὰν χεῖρα ὅταν αὕτη παρεσύρθη ὑπὸ κρεατομηχανῆς. Μετεφέρθη εἰς τὸ νοσοκομεῖον.	[564, 1408, 730, 1480]
funeral-age: ἐτῶν 77	[89, 2200, 126, 2211]
article-text: ΑΘΗΝΑΙ, 24.— Ἡ διοίκησις τῆς Διδασκαλικῆς Ὁμοσπονδίας ἀπηύθυνε διάγγελμα πρὸς τοὺς δημοδιδασκάλους, διὰ τοῦ ὁποίου καταγγέλλει τὴν ἀνοικτὴν ἐπίθεσιν τοῦ ὑπουργοῦ Οἰκονομικῶν ἐναντίον τῶν διδασκάλων. Ὁ πρόεδρος τῆς ὁμοσπονδίας ὑπέβαλε τὴν παραίτησίν του.	[830, 1757, 1083, 1829]
article-headline: ΟΚΤΑΕΤΗΣ ΜΙΚΡΟΣ ΕΥΡΕΝ ΟΙΚΤΡΟΝ ΘΑΝΑΤΟΝ ΥΠΟ ΤΟΥΣ ΤΡΟΧΟΥΣ ΕΝΟΣ ΕΛΚΥΣΤΗΡΟΣ	[571, 1623, 723, 1672]
funeral-text: Ἀποθανοῦσα χθὲς κηδεύεται σήμερον 5 μ.μ. ἐκ τοῦ Ἱεροῦ Ναοῦ Ἁγίου Γρηγορίου Παλαμᾶ. Παρακαλοῦνται οἱ φίλοι καὶ συγγενεῖς ὅπως συνοδεύσουν τὸ σκήνωμα. Οἱ συγγενεῖς.	[28, 2212, 188, 2281]
